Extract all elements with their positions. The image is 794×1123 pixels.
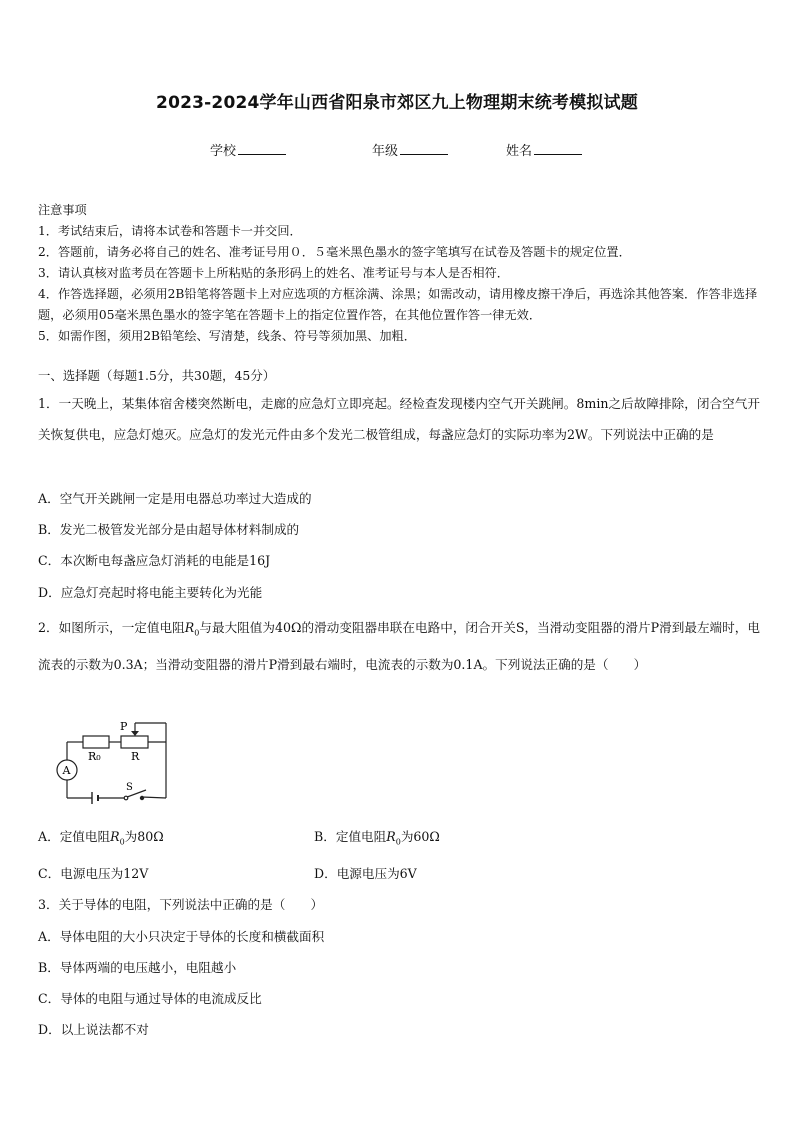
q2-option-a-value: 为80Ω <box>124 829 164 844</box>
q1-stem: 1．一天晚上，某集体宿舍楼突然断电，走廊的应急灯立即亮起。经检查发现楼内空气开关跳闸。8min之后故障排除，闭合空气开关恢复供电，应急灯熄灭。应急灯的发光元件由多个发光二极管组成，每盏应急灯的实际功率为2W。下列说法中正确的是 <box>38 396 760 442</box>
q3-option-b: B．导体两端的电压越小，电阻越小 <box>38 960 237 975</box>
school-field <box>210 140 286 159</box>
q1-option-a: A．空气开关跳闸一定是用电器总功率过大造成的 <box>38 491 312 506</box>
q2-stem <box>38 612 760 680</box>
section-heading: 一、选择题（每题1.5分，共30题，45分） <box>38 368 276 383</box>
q2-stem-rest: 与最大阻值为40Ω的滑动变阻器串联在电路中，闭合开关S，当滑动变阻器的滑片P滑到最左端时，电流表的示数为0.3A；当滑动变阻器的滑片P滑到最右端时，电流表的示数为0.1A。下列说法正确的是（ ） <box>38 620 760 672</box>
school-label: 学校 <box>210 144 237 159</box>
label-r: R <box>131 750 140 763</box>
r0-symbol: R <box>110 829 120 844</box>
q2-option-b-text: B．定值电阻 <box>314 829 387 844</box>
note-item: 4．作答选择题，必须用2B铅笔将答题卡上对应选项的方框涂满、涂黑；如需改动，请用橡皮擦干净后，再选涂其他答案．作答非选择题，必须用05毫米黑色墨水的签字笔在答题卡上的指定位置作答，在其他位置作答一律无效． <box>38 287 758 322</box>
slider-arrow <box>131 731 139 736</box>
q2-option-b <box>314 826 440 847</box>
q3-option-a: A．导体电阻的大小只决定于导体的长度和横截面积 <box>38 929 325 944</box>
q2-option-d: D．电源电压为6V <box>314 866 417 881</box>
label-ammeter: A <box>62 764 71 777</box>
q1-option-d: D．应急灯亮起时将电能主要转化为光能 <box>38 585 263 600</box>
r0-subscript: 0 <box>395 837 401 847</box>
q2-option-c: C．电源电压为12V <box>38 866 149 881</box>
note-item: 3．请认真核对监考员在答题卡上所粘贴的条形码上的姓名、准考证号与本人是否相符． <box>38 266 509 280</box>
r0-symbol: R <box>386 829 396 844</box>
q3-stem: 3．关于导体的电阻，下列说法中正确的是（ ） <box>38 897 324 912</box>
q3-option-d: D．以上说法都不对 <box>38 1022 149 1037</box>
grade-label: 年级 <box>372 144 399 159</box>
r0-subscript: 0 <box>119 837 125 847</box>
q3-option-c: C．导体的电阻与通过导体的电流成反比 <box>38 991 262 1006</box>
q2-stem-start: 2．如图所示，一定值电阻 <box>38 620 185 635</box>
label-p: P <box>120 720 128 733</box>
circuit-diagram <box>50 718 175 804</box>
exam-title: 2023-2024学年山西省阳泉市郊区九上物理期末统考模拟试题 <box>156 93 638 113</box>
name-blank <box>534 141 582 155</box>
grade-blank <box>400 141 448 155</box>
school-blank <box>238 141 286 155</box>
r0-symbol: R <box>184 620 195 635</box>
q1-option-b: B．发光二极管发光部分是由超导体材料制成的 <box>38 522 300 537</box>
note-item: 2．答题前，请务必将自己的姓名、准考证号用０．５毫米黑色墨水的签字笔填写在试卷及答题卡的规定位置． <box>38 245 631 259</box>
r0-subscript: 0 <box>194 628 200 638</box>
label-r0: R₀ <box>88 750 101 763</box>
note-item: 5．如需作图，须用2B铅笔绘、写清楚，线条、符号等须加黑、加粗． <box>38 329 416 343</box>
note-item: 1．考试结束后，请将本试卷和答题卡一并交回． <box>38 224 302 238</box>
label-switch: S <box>126 782 133 793</box>
q2-option-a <box>38 826 164 847</box>
notes-heading: 注意事项 <box>38 203 87 217</box>
q2-option-a-text: A．定值电阻 <box>38 829 111 844</box>
notes-block <box>38 200 760 347</box>
q2-option-b-value: 为60Ω <box>400 829 440 844</box>
name-label: 姓名 <box>506 144 533 159</box>
name-field <box>506 140 582 159</box>
q1-option-c: C．本次断电每盏应急灯消耗的电能是16J <box>38 553 271 568</box>
grade-field <box>372 140 448 159</box>
